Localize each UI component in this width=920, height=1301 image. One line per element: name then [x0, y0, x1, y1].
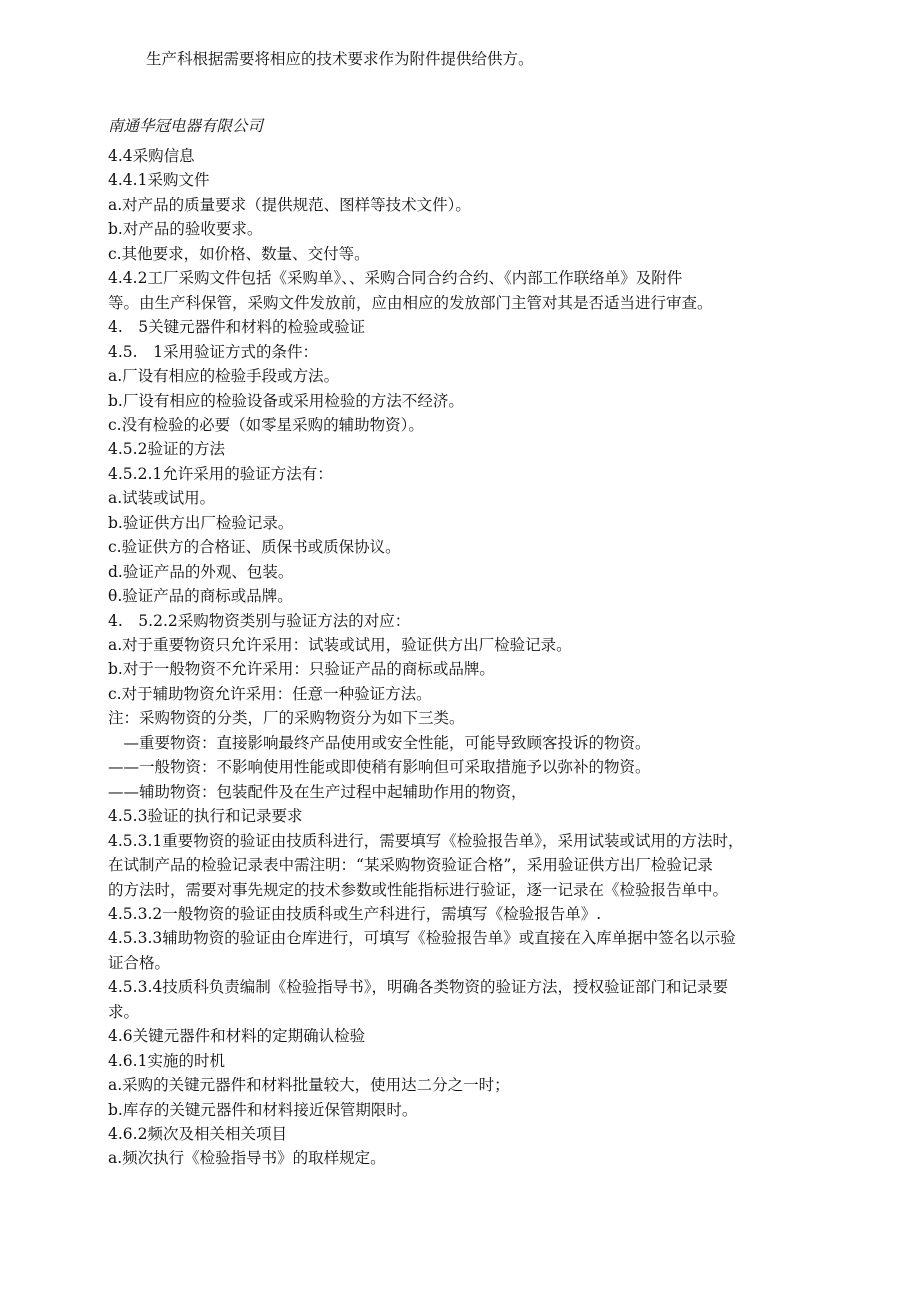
text-line: b.库存的关键元器件和材料接近保管期限时。 — [108, 1100, 418, 1119]
text-line: 4. 5.2.2采购物资类别与验证方法的对应： — [108, 611, 411, 630]
text-line: 4.5.3.4技质科负责编制《检验指导书》，明确各类物资的验证方法，授权验证部门和记录要 — [108, 978, 728, 997]
text-line: b.对于一般物资不允许采用：只验证产品的商标或品牌。 — [108, 660, 495, 679]
text-line: 4. 5关键元器件和材料的检验或验证 — [108, 318, 366, 337]
text-line: b.对产品的验收要求。 — [108, 220, 263, 239]
text-line: ——辅助物资：包装配件及在生产过程中起辅助作用的物资， — [108, 782, 527, 801]
text-line: 等。由生产科保管，采购文件发放前，应由相应的发放部门主管对其是否适当进行审查。 — [108, 293, 713, 312]
text-line: b.厂设有相应的检验设备或采用检验的方法不经济。 — [108, 391, 464, 410]
text-line: c.对于辅助物资允许采用：任意一种验证方法。 — [108, 684, 432, 703]
text-line: 的方法时，需要对事先规定的技术参数或性能指标进行验证，逐一记录在《检验报告单中。 — [108, 880, 729, 899]
text-line: 证合格。 — [108, 953, 171, 972]
text-line: c.其他要求，如价格、数量、交付等。 — [108, 244, 370, 263]
text-line: 求。 — [108, 1002, 140, 1021]
text-line: 4.5.3.1重要物资的验证由技质科进行，需要填写《检验报告单》，采用试装或试用的方法时， — [108, 831, 744, 850]
text-line: 4.4.1采购文件 — [108, 171, 210, 190]
text-line: a.厂设有相应的检验手段或方法。 — [108, 367, 340, 386]
text-line: 在试制产品的检验记录表中需注明：“某采购物资验证合格”，采用验证供方出厂检验记录 — [108, 856, 713, 875]
text-line: 4.4.2工厂采购文件包括《采购单》、、采购合同合约合约、《内部工作联络单》及附件 — [108, 269, 683, 288]
text-line: 4.6.1实施的时机 — [108, 1051, 225, 1070]
text-line: 4.5.2验证的方法 — [108, 440, 225, 459]
text-line: 4.6关键元器件和材料的定期确认检验 — [108, 1027, 366, 1046]
text-line: c.验证供方的合格证、质保书或质保协议。 — [108, 538, 401, 557]
text-line: d.验证产品的外观、包装。 — [108, 562, 294, 581]
text-line: 4.4采购信息 — [108, 147, 195, 165]
intro-paragraph: 生产科根据需要将相应的技术要求作为附件提供给供方。 — [146, 50, 534, 68]
text-line: a.对产品的质量要求（提供规范、图样等技术文件）。 — [108, 195, 471, 214]
text-line: θ.验证产品的商标或品牌。 — [108, 587, 293, 606]
text-line: ——一般物资：不影响使用性能或即使稍有影响但可采取措施予以弥补的物资。 — [108, 758, 651, 777]
text-line: 注：采购物资的分类，厂的采购物资分为如下三类。 — [108, 709, 465, 728]
text-line: a.试装或试用。 — [108, 489, 216, 508]
text-line: 4.5. 1采用验证方式的条件： — [108, 342, 318, 361]
text-line: a.频次执行《检验指导书》的取样规定。 — [108, 1149, 386, 1168]
text-line: a.采购的关键元器件和材料批量较大，使用达二分之一时； — [108, 1076, 510, 1095]
text-line: 4.5.3.2一般物资的验证由技质科或生产科进行，需填写《检验报告单》. — [108, 904, 602, 923]
text-line: 4.5.3验证的执行和记录要求 — [108, 807, 303, 826]
text-line: 4.5.2.1允许采用的验证方法有： — [108, 464, 333, 483]
text-line: 4.5.3.3辅助物资的验证由仓库进行，可填写《检验报告单》或直接在入库单据中签名以示验 — [108, 929, 736, 948]
text-line: a.对于重要物资只允许采用：试装或试用，验证供方出厂检验记录。 — [108, 636, 572, 654]
text-line: b.验证供方出厂检验记录。 — [108, 513, 294, 532]
text-line: 4.6.2频次及相关相关项目 — [108, 1125, 287, 1143]
text-line: c.没有检验的必要（如零星采购的辅助物资）。 — [108, 415, 424, 434]
text-line: —重要物资：直接影响最终产品使用或安全性能，可能导致顾客投诉的物资。 — [108, 733, 651, 752]
company-name: 南通华冠电器有限公司 — [108, 116, 264, 135]
